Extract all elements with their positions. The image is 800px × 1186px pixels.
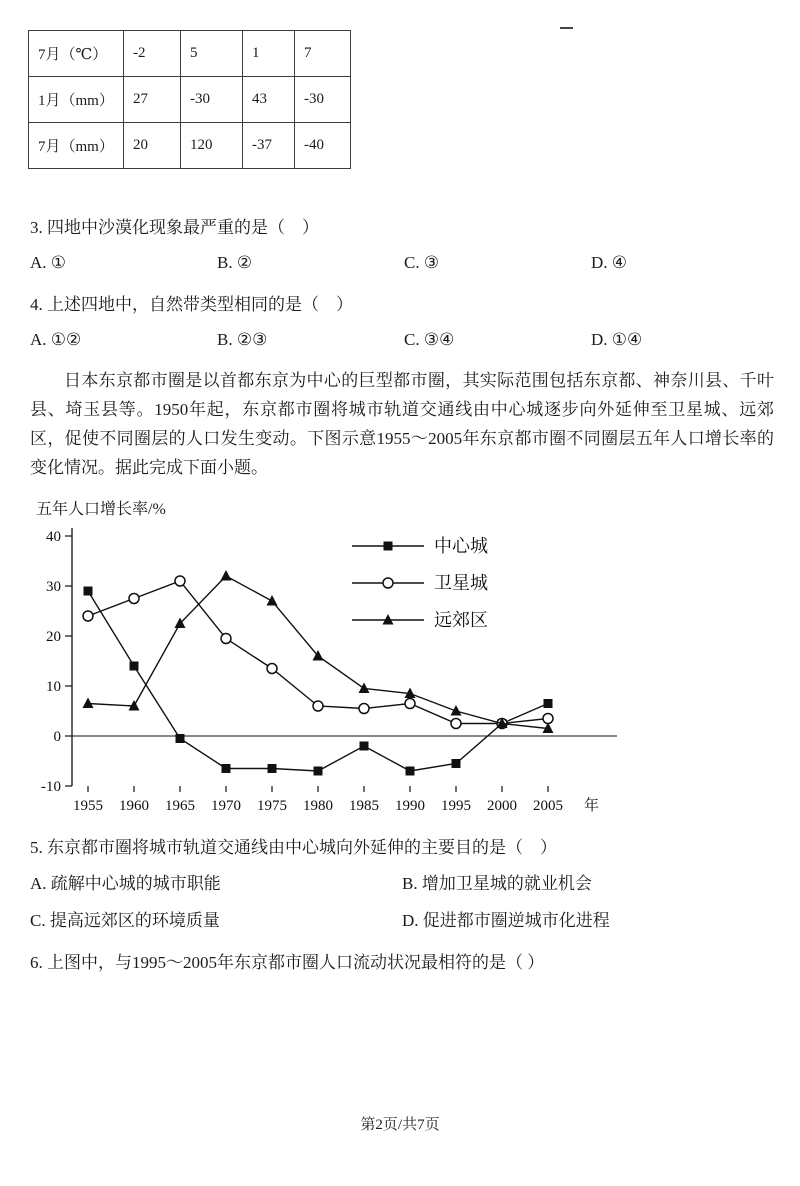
q4-option-c: C. ③④	[404, 330, 455, 349]
table-cell: 43	[243, 77, 295, 123]
question-3-options	[30, 251, 770, 275]
table-cell: 7	[295, 31, 351, 77]
svg-text:2005: 2005	[533, 798, 563, 814]
question-5-stem: 5. 东京都市圈将城市轨道交通线由中心城向外延伸的主要目的是（ ）	[30, 838, 557, 857]
page-footer: 第2页/共7页	[360, 1117, 440, 1133]
question-6-stem: 6. 上图中，与1995～2005年东京都市圈人口流动状况最相符的是（ ）	[30, 953, 545, 972]
chart-svg	[32, 522, 652, 820]
q4-option-d: D. ①④	[591, 330, 643, 349]
question-3-stem: 3. 四地中沙漠化现象最严重的是（ ）	[30, 218, 319, 237]
q3-option-d: D. ④	[591, 253, 628, 272]
table-cell: 7月（mm）	[29, 123, 124, 169]
svg-text:1990: 1990	[395, 798, 425, 814]
svg-text:中心城: 中心城	[434, 536, 488, 556]
svg-text:1970: 1970	[211, 798, 241, 814]
svg-text:1975: 1975	[257, 798, 287, 814]
q5-option-b: B. 增加卫星城的就业机会	[402, 874, 592, 893]
chart-y-axis-label: 五年人口增长率/%	[36, 501, 166, 518]
table-row	[29, 31, 351, 77]
svg-text:-10: -10	[41, 779, 61, 795]
svg-text:2000: 2000	[487, 798, 517, 814]
table-cell: -37	[243, 123, 295, 169]
svg-text:1965: 1965	[165, 798, 195, 814]
svg-text:40: 40	[46, 529, 61, 545]
svg-text:卫星城: 卫星城	[434, 573, 488, 593]
table-cell: 1	[243, 31, 295, 77]
climate-table	[28, 30, 351, 169]
table-cell: 1月（mm）	[29, 77, 124, 123]
table-cell: 7月（℃）	[29, 31, 124, 77]
table-cell: 27	[124, 77, 181, 123]
svg-text:30: 30	[46, 579, 61, 595]
q4-option-b: B. ②③	[217, 330, 268, 349]
svg-text:远郊区: 远郊区	[434, 610, 488, 630]
table-cell: -30	[181, 77, 243, 123]
table-cell: -2	[124, 31, 181, 77]
svg-text:20: 20	[46, 629, 61, 645]
svg-text:1960: 1960	[119, 798, 149, 814]
q5-option-a: A. 疏解中心城的城市职能	[30, 874, 221, 893]
q3-option-c: C. ③	[404, 253, 440, 272]
passage-text: 日本东京都市圈是以首都东京为中心的巨型都市圈，其实际范围包括东京都、神奈川县、千叶县、埼玉县等。1950年起，东京都市圈将城市轨道交通线由中心城逐步向外延伸至卫星城、远郊区，促使不同圈层的人口发生变动。下图示意1955～2005年东京都市圈不同圈层五年人口增长率的变化情况。据此完成下面小题。	[30, 371, 774, 477]
table-cell: -40	[295, 123, 351, 169]
table-cell: 120	[181, 123, 243, 169]
q5-option-d: D. 促进都市圈逆城市化进程	[402, 911, 610, 930]
svg-text:1985: 1985	[349, 798, 379, 814]
svg-text:0: 0	[53, 729, 61, 745]
question-5-options	[30, 872, 770, 933]
question-4-options	[30, 328, 770, 352]
svg-text:10: 10	[46, 679, 61, 695]
q4-option-a: A. ①②	[30, 330, 82, 349]
q5-option-c: C. 提高远郊区的环境质量	[30, 911, 220, 930]
population-growth-chart	[32, 496, 800, 825]
svg-text:1995: 1995	[441, 798, 471, 814]
table-row	[29, 123, 351, 169]
table-cell: -30	[295, 77, 351, 123]
q3-option-b: B. ②	[217, 253, 253, 272]
table-cell: 5	[181, 31, 243, 77]
stray-scan-mark	[560, 27, 573, 29]
svg-text:1980: 1980	[303, 798, 333, 814]
q3-option-a: A. ①	[30, 253, 67, 272]
table-cell: 20	[124, 123, 181, 169]
svg-text:1955: 1955	[73, 798, 103, 814]
svg-text:年: 年	[584, 798, 600, 814]
table-row	[29, 77, 351, 123]
question-4-stem: 4. 上述四地中，自然带类型相同的是（ ）	[30, 295, 353, 314]
